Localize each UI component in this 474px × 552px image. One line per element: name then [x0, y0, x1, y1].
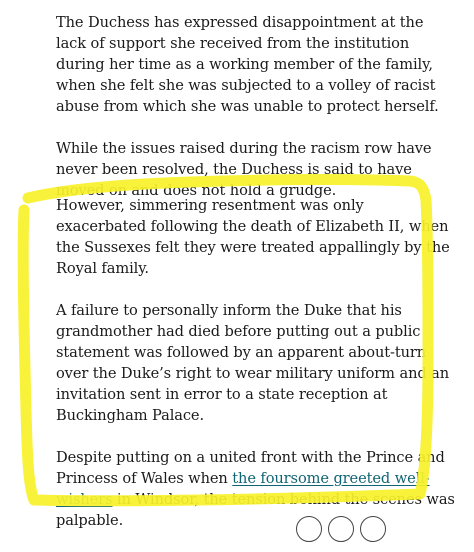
well-wishers-link[interactable]: the foursome greeted well-wishers: [56, 470, 430, 508]
paragraph-5-text-start: Despite putting on a united front with the Prince and Princess of Wales when: [56, 449, 445, 487]
paragraph-2: While the issues raised during the racism row have never been resolved, the Duchess is said to have moved on and does not hold a grudge.: [56, 140, 432, 199]
paragraph-2-clipped: [56, 138, 456, 199]
paragraph-3: However, simmering resentment was only exacerbated following the death of Elizabeth II, when the Sussexes felt they were treated appallingly by the Royal family.: [56, 197, 450, 277]
share-button[interactable]: [296, 516, 322, 542]
footer-row: [56, 516, 456, 536]
save-button[interactable]: [360, 516, 386, 542]
article-body: [56, 12, 456, 552]
paragraph-5-text-end: in Windsor, the tension behind the scenes was palpable.: [56, 491, 455, 529]
paragraph-1: The Duchess has expressed disappointment at the lack of support she received from the institution during her time as a working member of the family, when she felt she was subjected to a volley of racist abuse from which she was unable to protect herself.: [56, 14, 439, 115]
paragraph-4: A failure to personally inform the Duke that his grandmother had died before putting out a public statement was followed by an apparent about-turn over the Duke’s right to wear military uniform and an invitation sent in error to a state reception at Buckingham Palace.: [56, 302, 450, 424]
comment-button[interactable]: [328, 516, 354, 542]
